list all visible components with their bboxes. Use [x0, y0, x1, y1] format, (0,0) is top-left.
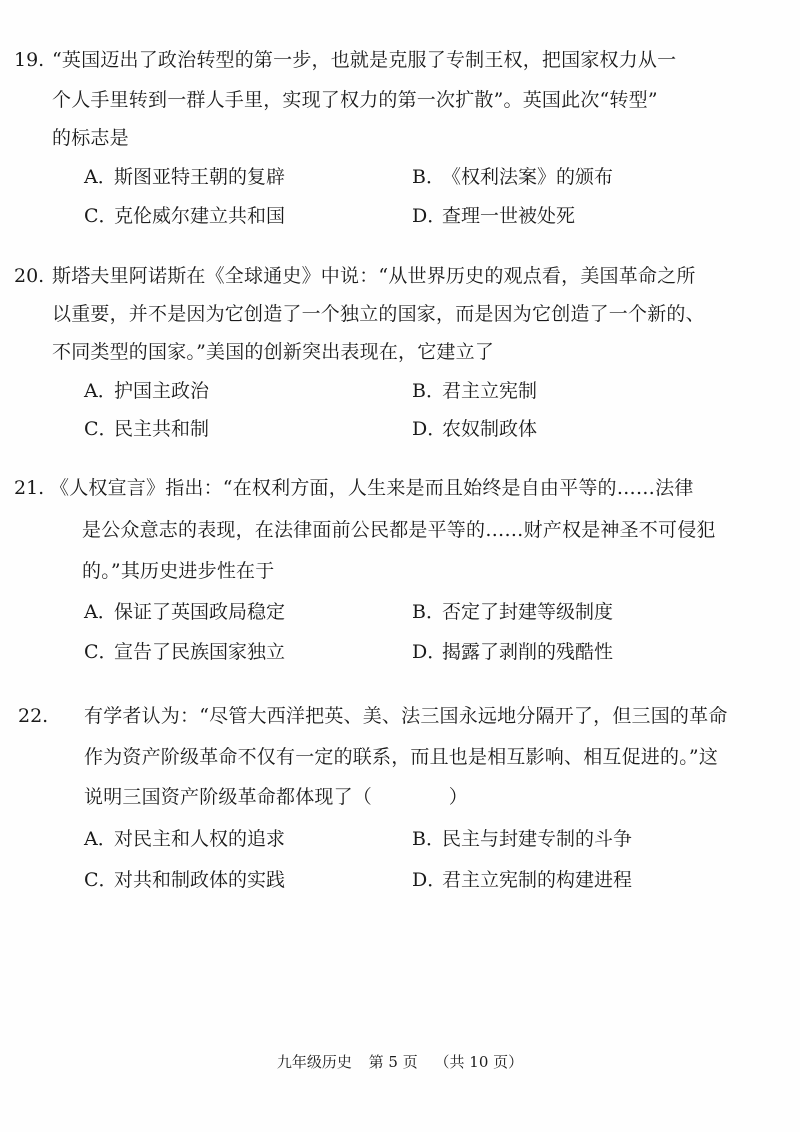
option-a [84, 379, 209, 403]
option-letter: A． [84, 828, 117, 850]
option-text: 民主共和制 [114, 418, 210, 440]
footer-page-number: 第 5 页 [368, 1053, 418, 1071]
option-letter: B． [412, 601, 445, 623]
option-letter: C． [84, 869, 118, 891]
option-b [412, 600, 613, 624]
question-number: 19. [14, 49, 45, 71]
question-number: 21. [14, 477, 45, 499]
option-letter: D． [412, 205, 447, 227]
option-d [412, 417, 537, 441]
question-text-line: 个人手里转到一群人手里，实现了权力的第一次扩散”。英国此次“转型” [52, 89, 658, 111]
option-letter: D． [412, 869, 447, 891]
option-text: 农奴制政体 [442, 418, 538, 440]
option-text: 保证了英国政局稳定 [114, 601, 286, 623]
question-number: 20. [14, 265, 45, 287]
question-text-line: 有学者认为：“尽管大西洋把英、美、法三国永远地分隔开了，但三国的革命 [84, 705, 728, 727]
option-letter: C． [84, 418, 118, 440]
option-text: 宣告了民族国家独立 [114, 641, 286, 663]
option-text: 揭露了剥削的残酷性 [442, 641, 614, 663]
option-letter: B． [412, 828, 445, 850]
question-text-line: 的。”其历史进步性在于 [82, 560, 275, 582]
question-text-line: 的标志是 [52, 127, 129, 149]
option-letter: B． [412, 380, 445, 402]
question-number: 22. [18, 705, 49, 727]
option-a [84, 165, 285, 189]
option-text: 对民主和人权的追求 [114, 828, 286, 850]
option-letter: C． [84, 205, 118, 227]
option-c [84, 204, 285, 228]
option-b [412, 827, 632, 851]
page-footer [0, 1052, 800, 1072]
option-d [412, 868, 632, 892]
question-text-line: 不同类型的国家。”美国的创新突出表现在，它建立了 [52, 341, 495, 363]
option-text: 君主立宪制 [442, 380, 538, 402]
option-text: 护国主政治 [114, 380, 210, 402]
option-a [84, 827, 285, 851]
option-letter: A． [84, 166, 117, 188]
option-letter: C． [84, 641, 118, 663]
option-letter: D． [412, 418, 447, 440]
option-c [84, 868, 285, 892]
option-text: 克伦威尔建立共和国 [114, 205, 286, 227]
option-a [84, 600, 285, 624]
question-text-line: 斯塔夫里阿诺斯在《全球通史》中说：“从世界历史的观点看，美国革命之所 [52, 265, 696, 287]
option-text: 对共和制政体的实践 [114, 869, 286, 891]
option-text: 《权利法案》的颁布 [442, 166, 614, 188]
question-text-line: 是公众意志的表现，在法律面前公民都是平等的……财产权是神圣不可侵犯 [82, 519, 716, 541]
footer-subject: 九年级历史 [276, 1053, 352, 1071]
option-text: 君主立宪制的构建进程 [442, 869, 633, 891]
option-c [84, 640, 285, 664]
question-text-line: “英国迈出了政治转型的第一步，也就是克服了专制王权，把国家权力从一 [52, 49, 677, 71]
option-letter: B． [412, 166, 445, 188]
option-text: 查理一世被处死 [442, 205, 576, 227]
option-letter: A． [84, 601, 117, 623]
option-b [412, 379, 537, 403]
option-d [412, 640, 613, 664]
question-text-line: 说明三国资产阶级革命都体现了（ ） [84, 786, 469, 808]
option-letter: D． [412, 641, 447, 663]
option-text: 否定了封建等级制度 [442, 601, 614, 623]
option-c [84, 417, 209, 441]
option-b [412, 165, 613, 189]
option-text: 斯图亚特王朝的复辟 [114, 166, 286, 188]
question-text-line: 作为资产阶级革命不仅有一定的联系，而且也是相互影响、相互促进的。”这 [84, 746, 719, 768]
option-text: 民主与封建专制的斗争 [442, 828, 633, 850]
footer-total-pages: （共 10 页） [434, 1053, 524, 1071]
option-d [412, 204, 575, 228]
question-text-line: 《人权宣言》指出：“在权利方面，人生来是而且始终是自由平等的……法律 [50, 477, 694, 499]
question-text-line: 以重要，并不是因为它创造了一个独立的国家，而是因为它创造了一个新的、 [52, 303, 705, 325]
option-letter: A． [84, 380, 117, 402]
